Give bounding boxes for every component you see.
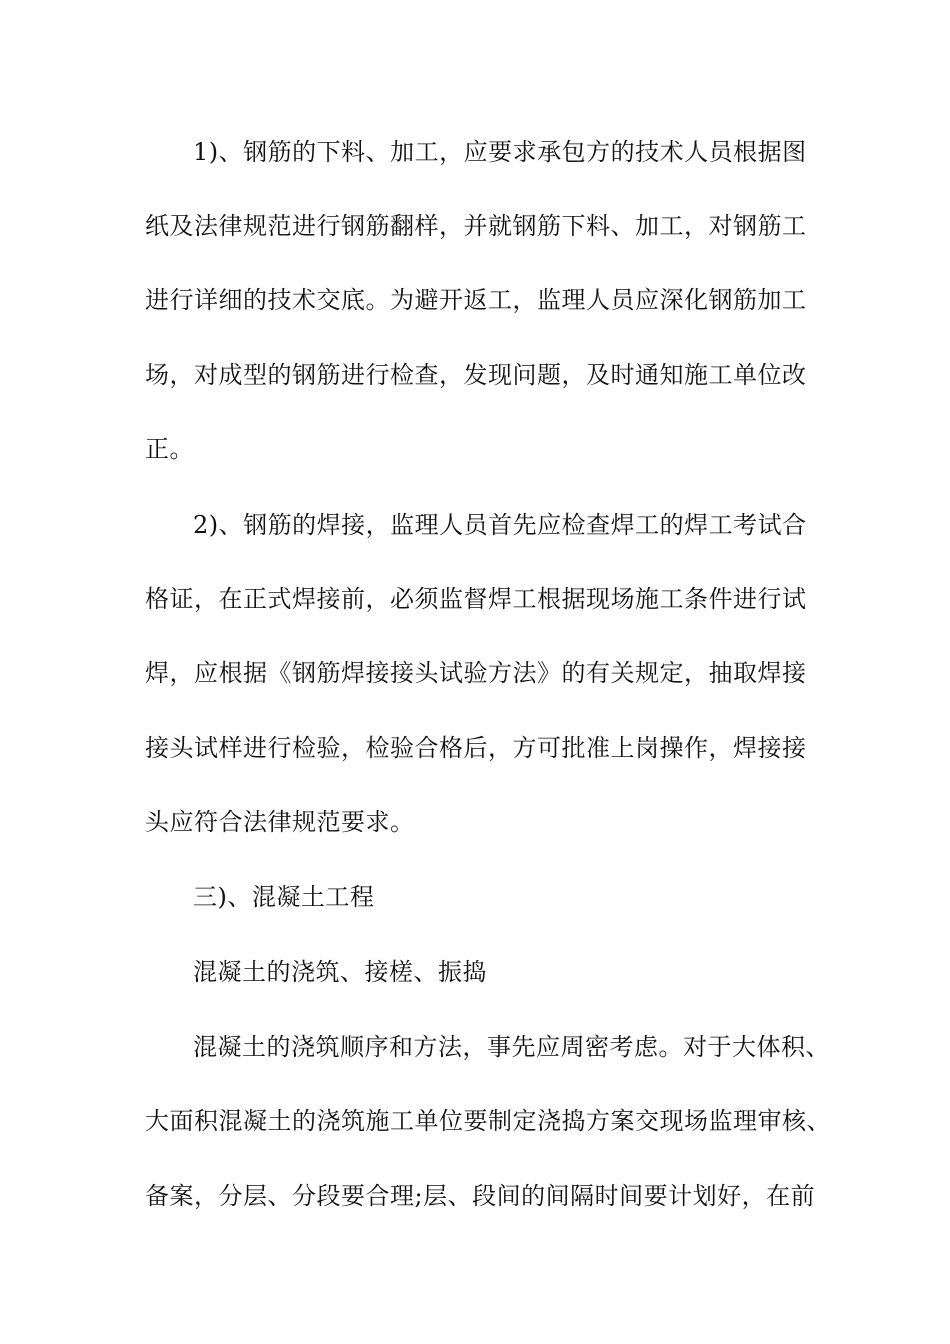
paragraph-2-line-5: 头应符合法律规范要求。 bbox=[145, 808, 415, 836]
paragraph-1-line-2: 纸及法律规范进行钢筋翻样，并就钢筋下料、加工，对钢筋工 bbox=[145, 212, 807, 240]
paragraph-1-line-3: 进行详细的技术交底。为避开返工，监理人员应深化钢筋加工 bbox=[145, 286, 807, 314]
paragraph-2-line-2: 格证，在正式焊接前，必须监督焊工根据现场施工条件进行试 bbox=[145, 585, 807, 613]
section-heading: 三)、混凝土工程 bbox=[193, 883, 375, 911]
paragraph-1-line-1: 1)、钢筋的下料、加工，应要求承包方的技术人员根据图 bbox=[193, 138, 807, 166]
paragraph-3-line-3: 备案，分层、分段要合理;层、段间的间隔时间要计划好，在前 bbox=[145, 1182, 816, 1210]
paragraph-3-line-1: 混凝土的浇筑顺序和方法，事先应周密考虑。对于大体积、 bbox=[193, 1033, 830, 1061]
paragraph-2-line-1: 2)、钢筋的焊接，监理人员首先应检查焊工的焊工考试合 bbox=[193, 511, 807, 539]
paragraph-2-line-4: 接头试样进行检验，检验合格后，方可批准上岗操作，焊接接 bbox=[145, 734, 807, 762]
subsection-heading: 混凝土的浇筑、接槎、振捣 bbox=[193, 958, 487, 986]
paragraph-1-line-4: 场，对成型的钢筋进行检查，发现问题，及时通知施工单位改 bbox=[145, 361, 807, 389]
paragraph-1-line-5: 正。 bbox=[145, 435, 194, 463]
paragraph-3-line-2: 大面积混凝土的浇筑施工单位要制定浇捣方案交现场监理审核、 bbox=[145, 1107, 831, 1135]
paragraph-2-line-3: 焊，应根据《钢筋焊接接头试验方法》的有关规定，抽取焊接 bbox=[145, 659, 807, 687]
